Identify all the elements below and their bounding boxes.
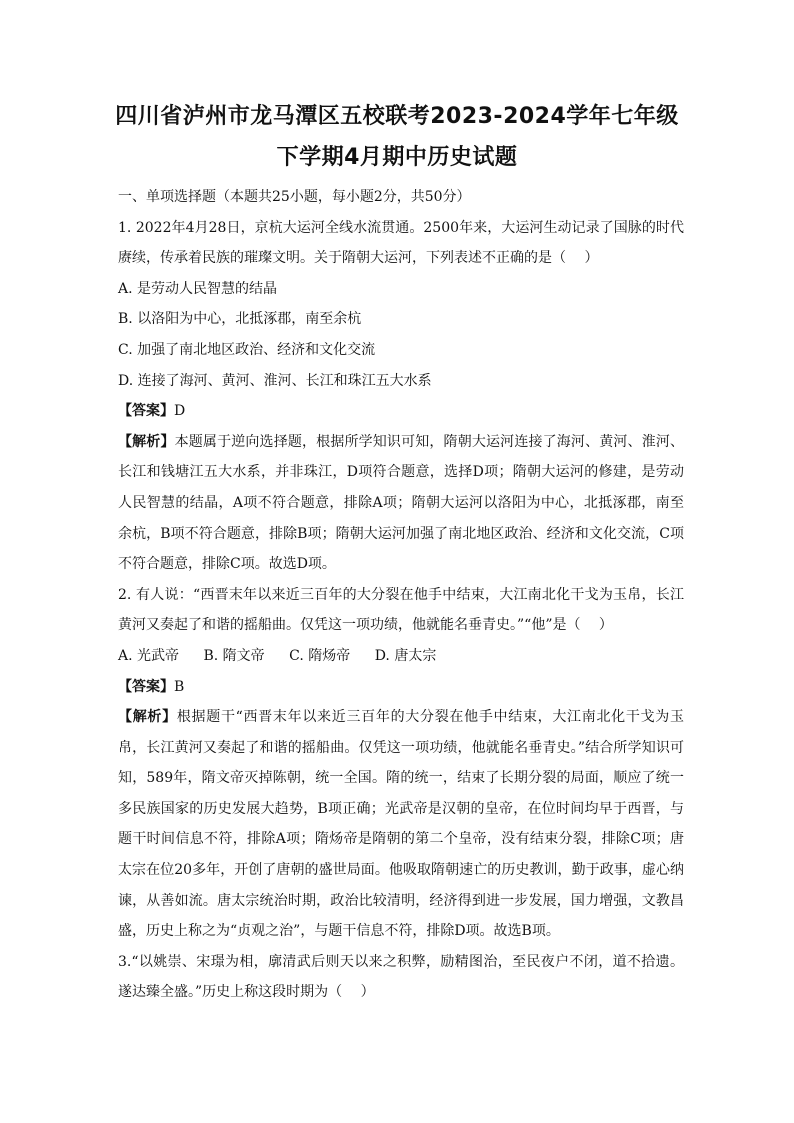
question-2-option-b: B. 隋文帝 — [203, 647, 265, 664]
question-2-option-a: A. 光武帝 — [118, 647, 180, 664]
answer-value: D — [174, 403, 186, 420]
document-body — [118, 182, 684, 1008]
answer-label: 【答案】 — [118, 678, 174, 695]
question-1-option-b: B. 以洛阳为中心，北抵涿郡，南至余杭 — [118, 311, 362, 328]
question-1-analysis — [118, 427, 684, 580]
analysis-label: 【解析】 — [118, 433, 175, 450]
question-2-options — [118, 641, 684, 672]
analysis-text: 本题属于逆向选择题，根据所学知识可知，隋朝大运河连接了海河、黄河、淮河、长江和钱塘江五大水系，并非珠江，D项符合题意，选择D项；隋朝大运河的修建，是劳动人民智慧的结晶，A项不符合题意，排除A项；隋朝大运河以洛阳为中心，北抵涿郡，南至余杭，B项不符合题意，排除B项；隋朝大运河加强了南北地区政治、经济和文化交流，C项不符合题意，排除C项。故选D项。 — [118, 433, 685, 573]
question-1-option-a: A. 是劳动人民智慧的结晶 — [118, 280, 278, 297]
question-1-stem: 1. 2022年4月28日，京杭大运河全线水流贯通。2500年来，大运河生动记录了国脉的时代赓续，传承着民族的璀璨文明。关于隋朝大运河，下列表述不正确的是（ ） — [118, 219, 684, 267]
document-title-line1: 四川省泸州市龙马潭区五校联考2023-2024学年七年级 — [115, 104, 679, 129]
question-1-answer — [118, 396, 684, 427]
question-2-option-c: C. 隋炀帝 — [289, 647, 351, 664]
question-2-option-d: D. 唐太宗 — [374, 647, 437, 664]
analysis-label: 【解析】 — [118, 709, 177, 726]
question-2-stem: 2. 有人说：“西晋末年以来近三百年的大分裂在他手中结束，大江南北化干戈为玉帛，长江黄河又奏起了和谐的摇船曲。仅凭这一项功绩，他就能名垂青史。”“他”是（ ） — [118, 586, 684, 634]
question-1-option-d: D. 连接了海河、黄河、淮河、长江和珠江五大水系 — [118, 372, 432, 389]
analysis-text: 根据题干“西晋末年以来近三百年的大分裂在他手中结束，大江南北化干戈为玉帛，长江黄河又奏起了和谐的摇船曲。仅凭这一项功绩，他就能名垂青史。”结合所学知识可知，589年，隋文帝灭掉陈朝，统一全国。隋的统一，结束了长期分裂的局面，顺应了统一多民族国家的历史发展大趋势，B项正确；光武帝是汉朝的皇帝，在位时间均早于西晋，与题干时间信息不符，排除A项；隋炀帝是隋朝的第二个皇帝，没有结束分裂，排除C项；唐太宗在位20多年，开创了唐朝的盛世局面。他吸取隋朝速亡的历史教训，勤于政事，虚心纳谏，从善如流。唐太宗统治时期，政治比较清明，经济得到进一步发展，国力增强，文教昌盛，历史上称之为“贞观之治”，与题干信息不符，排除D项。故选B项。 — [118, 709, 685, 940]
question-2-analysis — [118, 702, 684, 947]
document-title-line2: 下学期4月期中历史试题 — [276, 145, 518, 170]
question-2-answer — [118, 672, 684, 703]
question-3-stem: 3.“以姚崇、宋璟为相，廓清武后则天以来之积弊，励精图治，至民夜户不闭，道不拾遗。遂达臻全盛。”历史上称这段时期为（ ） — [118, 953, 684, 1001]
answer-value: B — [174, 678, 185, 695]
section-heading: 一、单项选择题（本题共25小题，每小题2分，共50分） — [118, 189, 471, 205]
answer-label: 【答案】 — [118, 403, 174, 420]
question-1-option-c: C. 加强了南北地区政治、经济和文化交流 — [118, 341, 376, 358]
